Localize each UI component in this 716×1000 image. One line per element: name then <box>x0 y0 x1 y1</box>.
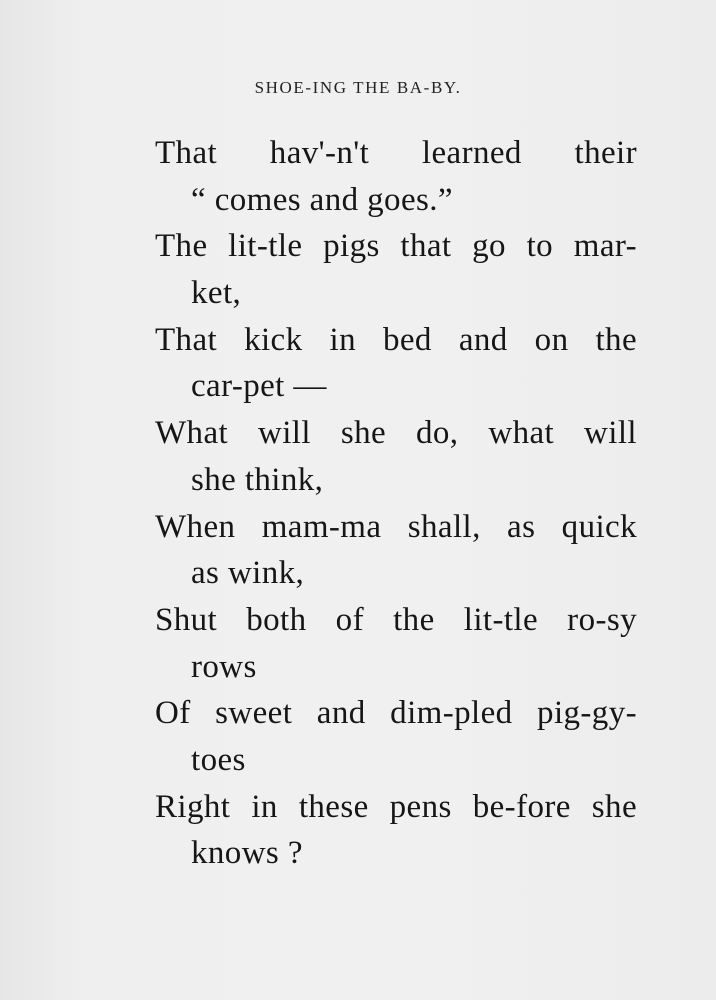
verse-line: “ comes and goes.” <box>191 181 453 218</box>
verse-line: ket, <box>191 275 242 312</box>
verse-line: When mam-ma shall, as quick <box>155 508 637 545</box>
verse-line: Of sweet and dim-pled pig-gy- <box>155 695 637 732</box>
running-head: SHOE-ING THE BA-BY. <box>254 78 462 97</box>
verse-block <box>155 130 637 877</box>
verse-line: What will she do, what will <box>155 415 637 452</box>
verse-line: she think, <box>191 461 324 498</box>
verse-line: car-pet — <box>191 368 327 405</box>
verse-line: toes <box>191 741 246 778</box>
verse-line: knows ? <box>191 835 303 872</box>
verse-line: Right in these pens be-fore she <box>155 788 637 825</box>
verse-line: That hav'-n't learned their <box>155 135 637 171</box>
verse-line: Shut both of the lit-tle ro-sy <box>155 601 637 638</box>
verse-line: as wink, <box>191 555 305 592</box>
verse-line: The lit-tle pigs that go to mar- <box>155 228 637 265</box>
verse-line: rows <box>191 648 257 685</box>
verse-line: That kick in bed and on the <box>155 321 637 358</box>
